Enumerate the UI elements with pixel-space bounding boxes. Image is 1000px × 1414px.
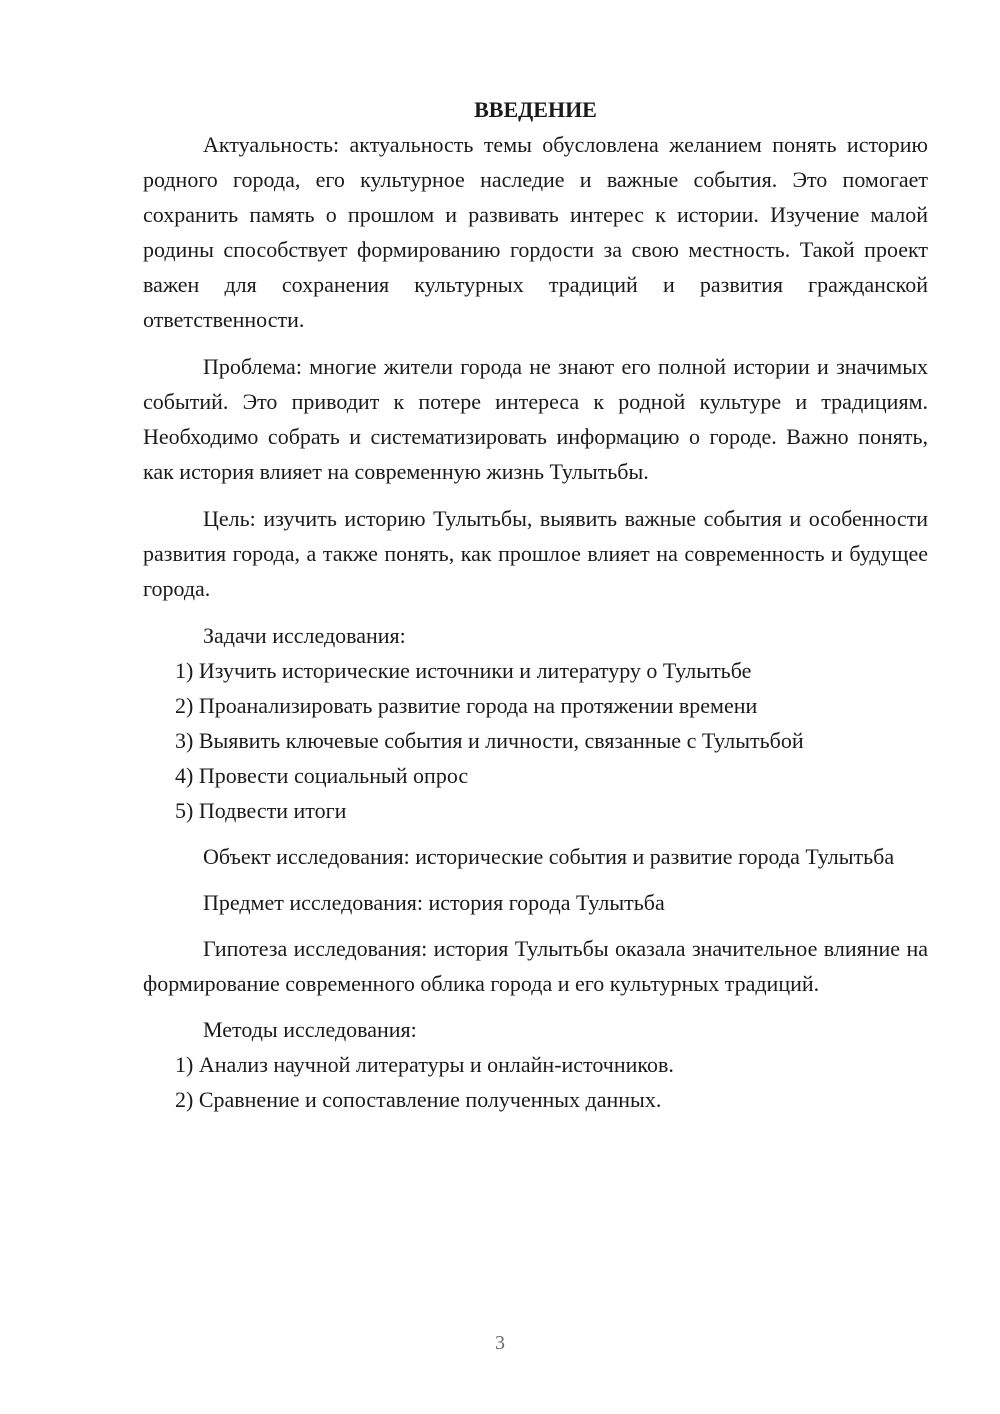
list-item: 2) Проанализировать развитие города на протяжении времени — [175, 693, 758, 718]
section-heading: ВВЕДЕНИЕ — [474, 97, 597, 122]
document-page — [143, 92, 928, 1117]
tasks-heading: Задачи исследования: — [203, 623, 406, 648]
methods-list — [143, 1047, 928, 1117]
list-item: 2) Сравнение и сопоставление полученных данных. — [175, 1087, 662, 1112]
paragraph-goal: Цель: изучить историю Тулытьбы, выявить важные события и особенности развития города, а также понять, как прошлое влияет на современность и будущее города. — [143, 506, 928, 601]
paragraph-object: Объект исследования: исторические события и развитие города Тулытьба — [203, 844, 895, 869]
page-number: 3 — [495, 1332, 505, 1354]
list-item: 1) Изучить исторические источники и литературу о Тулытьбе — [175, 658, 752, 683]
paragraph-problem: Проблема: многие жители города не знают его полной истории и значимых событий. Это приводит к потере интереса к родной культуре и традициям. Необходимо собрать и систематизировать информацию о городе. Важно понять, как история влияет на современную жизнь Тулытьбы. — [143, 354, 928, 484]
list-item: 3) Выявить ключевые события и личности, связанные с Тулытьбой — [175, 728, 804, 753]
methods-heading: Методы исследования: — [203, 1017, 417, 1042]
list-item: 1) Анализ научной литературы и онлайн-источников. — [175, 1052, 674, 1077]
paragraph-subject: Предмет исследования: история города Тулытьба — [203, 890, 665, 915]
tasks-list — [143, 653, 928, 828]
list-item: 5) Подвести итоги — [175, 798, 347, 823]
paragraph-relevance: Актуальность: актуальность темы обусловлена желанием понять историю родного города, его культурное наследие и важные события. Это помогает сохранить память о прошлом и развивать интерес к истории. Изучение малой родины способствует формированию гордости за свою местность. Такой проект важен для сохранения культурных традиций и развития гражданской ответственности. — [143, 132, 928, 332]
paragraph-hypothesis: Гипотеза исследования: история Тулытьбы оказала значительное влияние на формирование современного облика города и его культурных традиций. — [143, 936, 928, 996]
list-item: 4) Провести социальный опрос — [175, 763, 469, 788]
